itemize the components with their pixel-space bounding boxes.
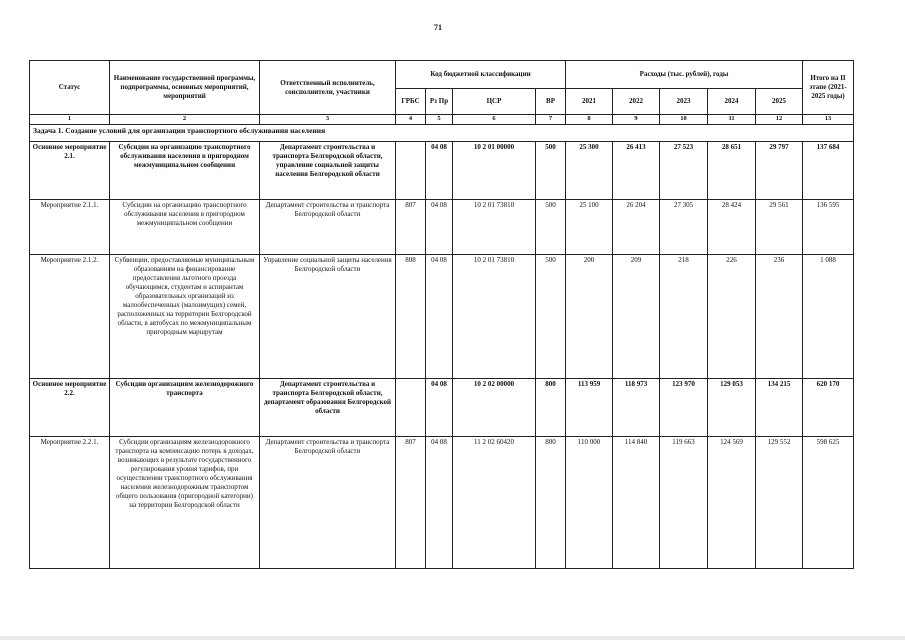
row-2021: 110 000 (566, 437, 613, 569)
row-2024: 28 424 (708, 200, 756, 255)
budget-table-container (29, 60, 853, 569)
header-total: Итого на II этапе (2021-2025 годы) (803, 61, 854, 115)
row-total: 598 625 (803, 437, 854, 569)
row-total: 136 595 (803, 200, 854, 255)
table-header (30, 61, 854, 115)
row-name: Субсидии организациям железнодорожного транспорта на компенсацию потерь в доходах, возникающих в результате государственного регулирования уровня тарифов, при осуществлении транспортного обслуживания населения железнодорожным транспортом общего пользования (пригородной категории) на территории Белгородской области (110, 437, 260, 569)
row-vr: 500 (536, 255, 566, 379)
header-year-2024: 2024 (708, 89, 756, 115)
row-csr: 10 2 01 73810 (453, 255, 536, 379)
header-executor: Ответственный исполнитель, соисполнители, участники (260, 61, 396, 115)
row-2025: 29 797 (756, 142, 803, 200)
row-status: Основное мероприятие 2.1. (30, 142, 110, 200)
row-csr: 10 2 01 00000 (453, 142, 536, 200)
row-2024: 129 053 (708, 379, 756, 437)
header-year-2022: 2022 (613, 89, 660, 115)
row-csr: 11 2 02 60420 (453, 437, 536, 569)
header-vr: ВР (536, 89, 566, 115)
row-rzpr: 04 08 (426, 437, 453, 569)
row-status: Мероприятие 2.1.1. (30, 200, 110, 255)
column-number: 9 (613, 115, 660, 125)
row-2021: 113 959 (566, 379, 613, 437)
row-status: Основное мероприятие 2.2. (30, 379, 110, 437)
column-number: 2 (110, 115, 260, 125)
header-grbs: ГРБС (396, 89, 426, 115)
header-status: Статус (30, 61, 110, 115)
row-grbs: 807 (396, 200, 426, 255)
column-number: 6 (453, 115, 536, 125)
page-bottom-edge (0, 636, 905, 640)
row-name: Субсидии на организацию транспортного обслуживания населения в пригородном межмуниципальном сообщении (110, 200, 260, 255)
row-2022: 209 (613, 255, 660, 379)
row-executor: Департамент строительства и транспорта Белгородской области, департамент образования Белгородской области (260, 379, 396, 437)
column-number: 7 (536, 115, 566, 125)
row-rzpr: 04 08 (426, 379, 453, 437)
row-grbs: 808 (396, 255, 426, 379)
row-status: Мероприятие 2.1.2. (30, 255, 110, 379)
row-executor: Департамент строительства и транспорта Белгородской области, управление социальной защиты населения Белгородской области (260, 142, 396, 200)
row-total: 137 684 (803, 142, 854, 200)
row-rzpr: 04 08 (426, 200, 453, 255)
page-number: 71 (434, 23, 442, 32)
row-2021: 200 (566, 255, 613, 379)
row-2021: 25 100 (566, 200, 613, 255)
budget-table (29, 60, 854, 569)
row-2022: 26 204 (613, 200, 660, 255)
row-2022: 114 840 (613, 437, 660, 569)
row-grbs: 807 (396, 437, 426, 569)
row-grbs (396, 379, 426, 437)
row-status: Мероприятие 2.2.1. (30, 437, 110, 569)
row-2023: 218 (660, 255, 708, 379)
table-row (30, 255, 854, 379)
row-name: Субсидии организациям железнодорожного транспорта (110, 379, 260, 437)
row-2025: 129 552 (756, 437, 803, 569)
row-2025: 134 215 (756, 379, 803, 437)
header-year-2025: 2025 (756, 89, 803, 115)
row-total: 1 088 (803, 255, 854, 379)
row-2022: 118 973 (613, 379, 660, 437)
row-2021: 25 300 (566, 142, 613, 200)
header-year-2023: 2023 (660, 89, 708, 115)
header-expenses: Расходы (тыс. рублей), годы (566, 61, 803, 89)
header-csr: ЦСР (453, 89, 536, 115)
row-executor: Управление социальной защиты населения Белгородской области (260, 255, 396, 379)
row-vr: 800 (536, 437, 566, 569)
column-number: 1 (30, 115, 110, 125)
task-row (30, 125, 854, 142)
column-number: 3 (260, 115, 396, 125)
row-executor: Департамент строительства и транспорта Белгородской области (260, 437, 396, 569)
column-number: 10 (660, 115, 708, 125)
column-number: 4 (396, 115, 426, 125)
task-title: Задача 1. Создание условий для организации транспортного обслуживания населения (30, 125, 854, 142)
table-row (30, 142, 854, 200)
row-2023: 119 663 (660, 437, 708, 569)
column-number: 12 (756, 115, 803, 125)
row-2022: 26 413 (613, 142, 660, 200)
row-2023: 27 305 (660, 200, 708, 255)
header-rzpr: Рз Пр (426, 89, 453, 115)
table-row (30, 379, 854, 437)
header-program-name: Наименование государственной программы, подпрограммы, основных мероприятий, мероприятий (110, 61, 260, 115)
row-csr: 10 2 01 73810 (453, 200, 536, 255)
row-csr: 10 2 02 00000 (453, 379, 536, 437)
column-number-row (30, 115, 854, 125)
row-total: 620 170 (803, 379, 854, 437)
table-row (30, 437, 854, 569)
row-vr: 500 (536, 142, 566, 200)
row-2025: 236 (756, 255, 803, 379)
row-2025: 29 561 (756, 200, 803, 255)
column-number: 11 (708, 115, 756, 125)
row-2023: 123 970 (660, 379, 708, 437)
row-2023: 27 523 (660, 142, 708, 200)
column-number: 8 (566, 115, 613, 125)
column-number: 5 (426, 115, 453, 125)
row-name: Субвенции, предоставляемые муниципальным образованиям на финансирование предоставления льготного проезда обучающимся, студентам и аспирантам образовательных организаций из малообеспеченных (малоимущих) семей, расположенных на территории Белгородской области, в автобусах по межмуниципальным пригородным маршрутам (110, 255, 260, 379)
row-rzpr: 04 08 (426, 255, 453, 379)
row-vr: 800 (536, 379, 566, 437)
column-number: 13 (803, 115, 854, 125)
header-year-2021: 2021 (566, 89, 613, 115)
row-grbs (396, 142, 426, 200)
row-executor: Департамент строительства и транспорта Белгородской области (260, 200, 396, 255)
row-2024: 28 651 (708, 142, 756, 200)
row-2024: 226 (708, 255, 756, 379)
row-rzpr: 04 08 (426, 142, 453, 200)
row-name: Субсидии на организацию транспортного обслуживания населения в пригородном межмуниципальном сообщении (110, 142, 260, 200)
row-vr: 500 (536, 200, 566, 255)
row-2024: 124 569 (708, 437, 756, 569)
header-budget-code: Код бюджетной классификации (396, 61, 566, 89)
table-row (30, 200, 854, 255)
